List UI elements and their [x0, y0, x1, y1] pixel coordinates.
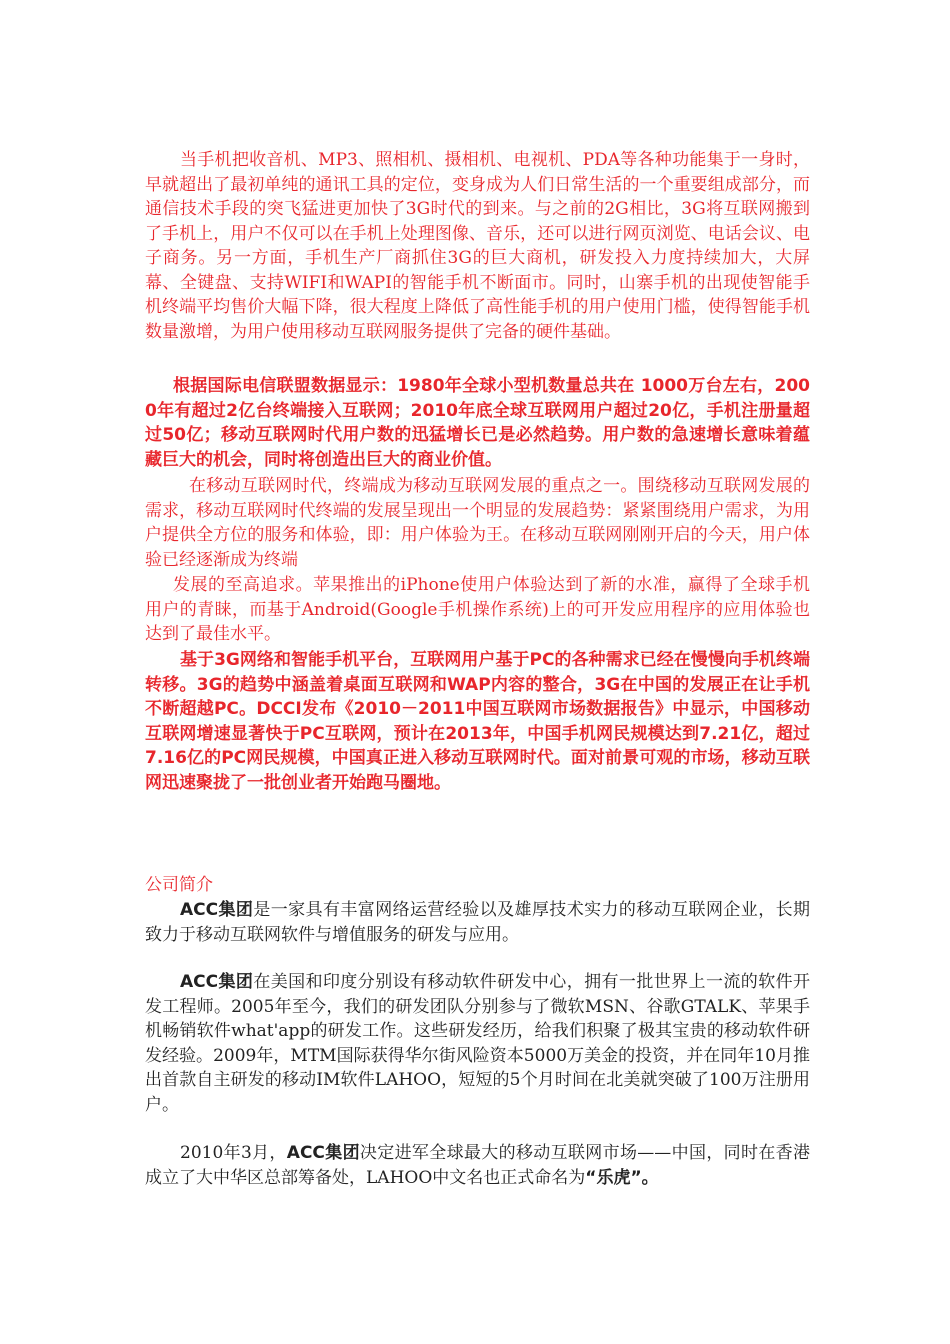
- paragraph-company-rd: [145, 970, 810, 1117]
- paragraph-company-china: [145, 1141, 810, 1190]
- section-heading-company: 公司简介: [145, 875, 213, 895]
- paragraph-company-intro: [145, 898, 810, 947]
- company-name: ACC集团: [180, 972, 254, 992]
- company-rd-text: 在美国和印度分别设有移动软件研发中心，拥有一批世界上一流的软件开发工程师。2005年至今，我们的研发团队分别参与了微软MSN、谷歌GTALK、苹果手机畅销软件what'app的研发工作。这些研发经历，给我们积聚了极其宝贵的移动软件研发经验。2009年，MTM国际获得华尔街风险资本5000万美金的投资，并在同年10月推出首款自主研发的移动IM软件LAHOO，短短的5个月时间在北美就突破了100万注册用户。: [145, 972, 811, 1115]
- company-intro-text: 是一家具有丰富网络运营经验以及雄厚技术实力的移动互联网企业，长期致力于移动互联网软件与增值服务的研发与应用。: [145, 900, 811, 945]
- company-china-text: 决定进军全球最大的移动互联网市场——中国，同时在香港成立了大中华区总部筹备处，LAHOO中文名也正式命名为: [145, 1143, 811, 1188]
- paragraph-terminal-focus: 在移动互联网时代，终端成为移动互联网发展的重点之一。围绕移动互联网发展的需求，移动互联网时代终端的发展呈现出一个明显的发展趋势：紧紧围绕用户需求，为用户提供全方位的服务和体验，即：用户体验为王。在移动互联网刚刚开启的今天，用户体验已经逐渐成为终端: [145, 476, 810, 570]
- company-name: ACC集团: [286, 1143, 360, 1163]
- paragraph-user-experience: 发展的至高追求。苹果推出的iPhone使用户体验达到了新的水准，赢得了全球手机用户的青睐，而基于Android(Google手机操作系统)上的可开发应用程序的应用体验也达到了最佳水平。: [145, 575, 810, 644]
- company-china-date: 2010年3月，: [180, 1143, 287, 1163]
- paragraph-3g-intro: 当手机把收音机、MP3、照相机、摄相机、电视机、PDA等各种功能集于一身时，早就超出了最初单纯的通讯工具的定位，变身成为人们日常生活的一个重要组成部分，而通信技术手段的突飞猛进更加快了3G时代的到来。与之前的2G相比，3G将互联网搬到了手机上，用户不仅可以在手机上处理图像、音乐，还可以进行网页浏览、电话会议、电子商务。另一方面，手机生产厂商抓住3G的巨大商机，研发投入力度持续加大，大屏幕、全键盘、支持WIFI和WAPI的智能手机不断面市。同时，山寨手机的出现使智能手机终端平均售价大幅下降，很大程度上降低了高性能手机的用户使用门槛，使得智能手机数量激增，为用户使用移动互联网服务提供了完备的硬件基础。: [145, 150, 810, 342]
- paragraph-3g-trend: 基于3G网络和智能手机平台，互联网用户基于PC的各种需求已经在慢慢向手机终端转移。3G的趋势中涵盖着桌面互联网和WAP内容的整合，3G在中国的发展正在让手机不断超越PC。DCCI发布《2010－2011中国互联网市场数据报告》中显示，中国移动互联网增速显著快于PC互联网，预计在2013年，中国手机网民规模达到7.21亿，超过7.16亿的PC网民规模，中国真正进入移动互联网时代。面对前景可观的市场，移动互联网迅速聚拢了一批创业者开始跑马圈地。: [145, 650, 810, 793]
- company-china-quote: “乐虎”。: [585, 1167, 659, 1188]
- company-name: ACC集团: [180, 900, 254, 920]
- paragraph-itu-data: 根据国际电信联盟数据显示：1980年全球小型机数量总共在 1000万台左右，2000年有超过2亿台终端接入互联网；2010年底全球互联网用户超过20亿，手机注册量超过50亿；移动互联网时代用户数的迅猛增长已是必然趋势。用户数的急速增长意味着蕴藏巨大的机会，同时将创造出巨大的商业价值。: [145, 376, 810, 470]
